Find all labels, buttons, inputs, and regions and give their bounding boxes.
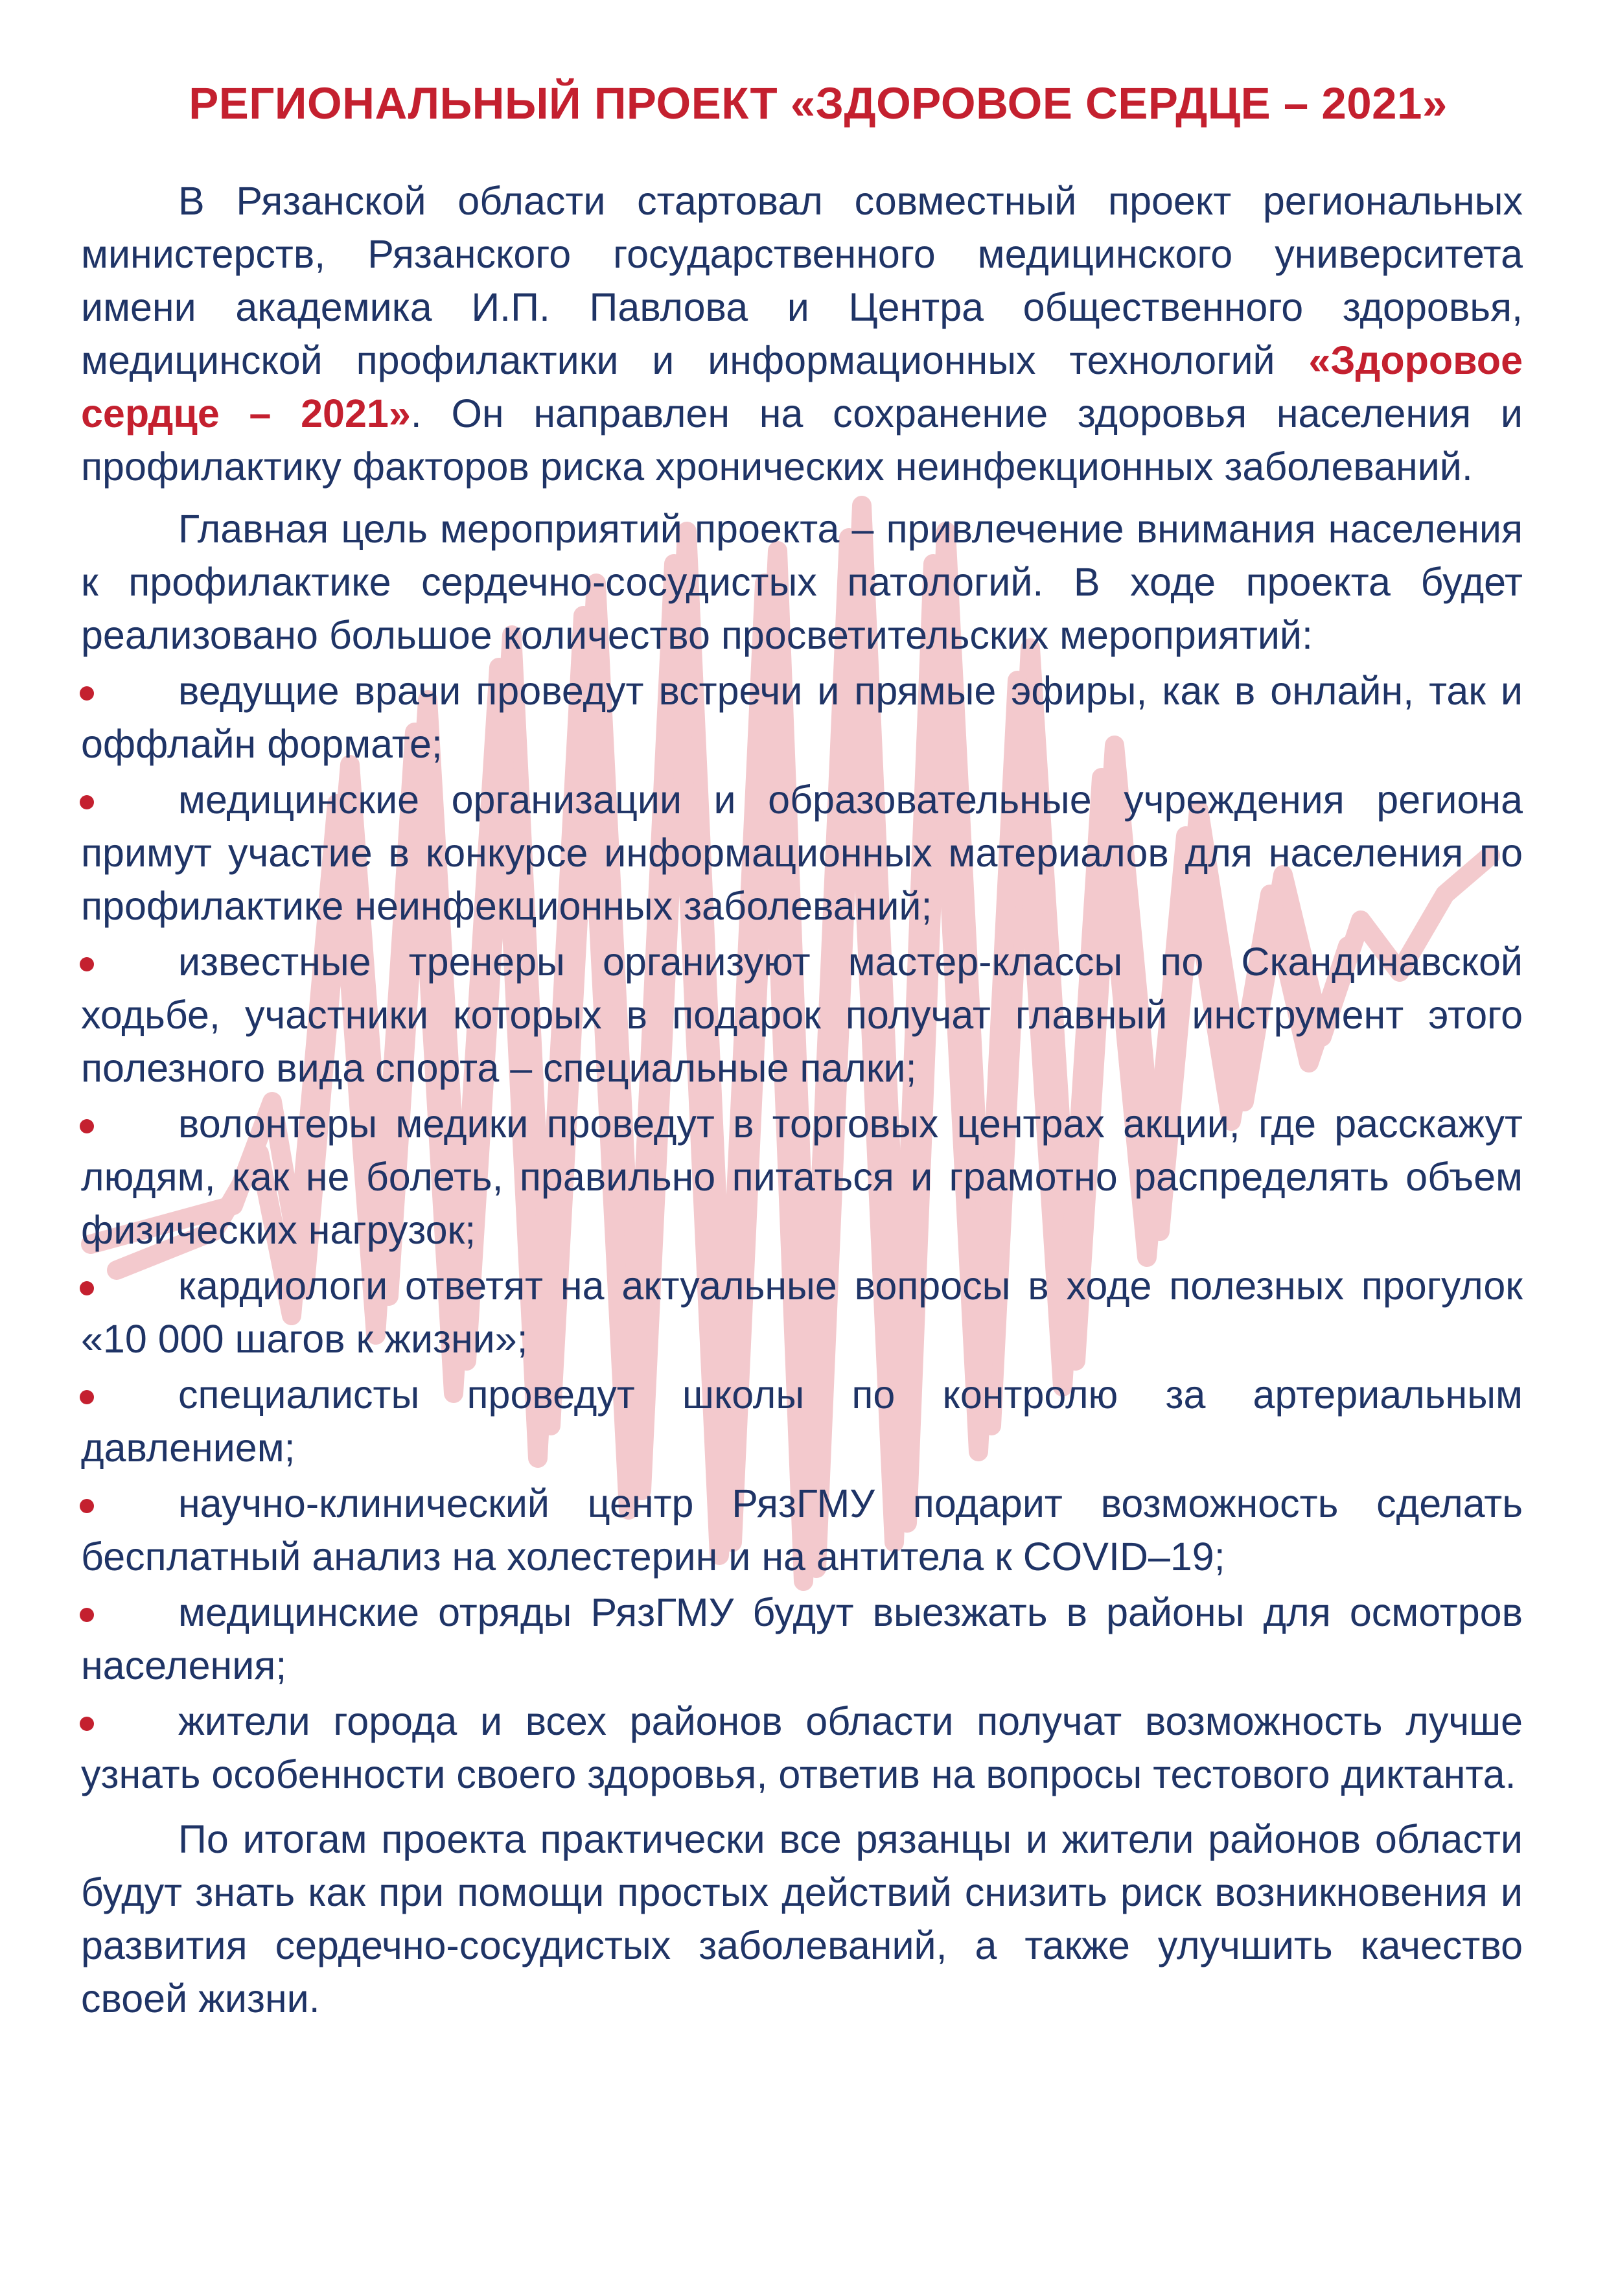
list-item — [81, 1695, 1523, 1801]
list-item-text: известные тренеры организуют мастер-классы по Скандинавской ходьбе, участники которых в подарок получат главный инструмент этого полезного вида спорта – специальные палки; — [81, 940, 1523, 1091]
bullet-dot-icon — [80, 1499, 94, 1513]
bullet-dot-icon — [80, 795, 94, 809]
conclusion-paragraph: По итогам проекта практически все рязанцы и жители районов области будут знать как при помощи простых действий снизить риск возникновения и развития сердечно-сосудистых заболеваний, а также улучшить качество своей жизни. — [81, 1817, 1523, 2021]
project-name-highlight: «Здоровое сердце – 2021» — [81, 338, 1523, 436]
bullet-dot-icon — [80, 1717, 94, 1731]
list-item-text: специалисты проведут школы по контролю за артериальным давлением; — [81, 1373, 1523, 1470]
list-item-text: кардиологи ответят на актуальные вопросы в ходе полезных прогулок «10 000 шагов к жизни»; — [81, 1264, 1523, 1362]
events-list — [81, 664, 1523, 1801]
goal-paragraph: Главная цель мероприятий проекта – привлечение внимания населения к профилактике сердечно-сосудистых патологий. В ходе проекта будет реализовано большое количество просветительских мероприятий: — [81, 507, 1523, 658]
list-item — [81, 1259, 1523, 1365]
document-title: РЕГИОНАЛЬНЫЙ ПРОЕКТ «ЗДОРОВОЕ СЕРДЦЕ – 2021» — [189, 78, 1448, 128]
list-item-text: ведущие врачи проведут встречи и прямые эфиры, как в онлайн, так и оффлайн формате; — [81, 669, 1523, 767]
list-item-text: медицинские организации и образовательные учреждения региона примут участие в конкурсе информационных материалов для населения по профилактике неинфекционных заболеваний; — [81, 778, 1523, 929]
intro-text-end: . Он направлен на сохранение здоровья населения и профилактику факторов риска хронических неинфекционных заболеваний. — [81, 391, 1523, 489]
list-item — [81, 935, 1523, 1095]
list-item — [81, 773, 1523, 933]
bullet-dot-icon — [80, 957, 94, 971]
list-item — [81, 1097, 1523, 1257]
bullet-dot-icon — [80, 1119, 94, 1133]
list-item — [81, 664, 1523, 771]
list-item-text: научно-клинический центр РязГМУ подарит возможность сделать бесплатный анализ на холестерин и на антитела к COVID–19; — [81, 1481, 1523, 1579]
bullet-dot-icon — [80, 1281, 94, 1295]
list-item-text: медицинские отряды РязГМУ будут выезжать в районы для осмотров населения; — [81, 1590, 1523, 1688]
list-item — [81, 1368, 1523, 1474]
list-item — [81, 1586, 1523, 1692]
list-item — [81, 1477, 1523, 1583]
bullet-dot-icon — [80, 1608, 94, 1622]
document-page — [81, 78, 1523, 2025]
bullet-dot-icon — [80, 686, 94, 701]
list-item-text: жители города и всех районов области получат возможность лучше узнать особенности своего здоровья, ответив на вопросы тестового диктанта. — [81, 1699, 1523, 1797]
intro-text-start: В Рязанской области стартовал совместный проект региональных министерств, Рязанского государственного медицинского университета имени академика И.П. Павлова и Центра общественного здоровья, медицинской профилактики и информационных технологий — [81, 179, 1523, 383]
intro-paragraph — [81, 174, 1523, 493]
list-item-text: волонтеры медики проведут в торговых центрах акции, где расскажут людям, как не болеть, правильно питаться и грамотно распределять объем физических нагрузок; — [81, 1102, 1523, 1253]
bullet-dot-icon — [80, 1390, 94, 1404]
